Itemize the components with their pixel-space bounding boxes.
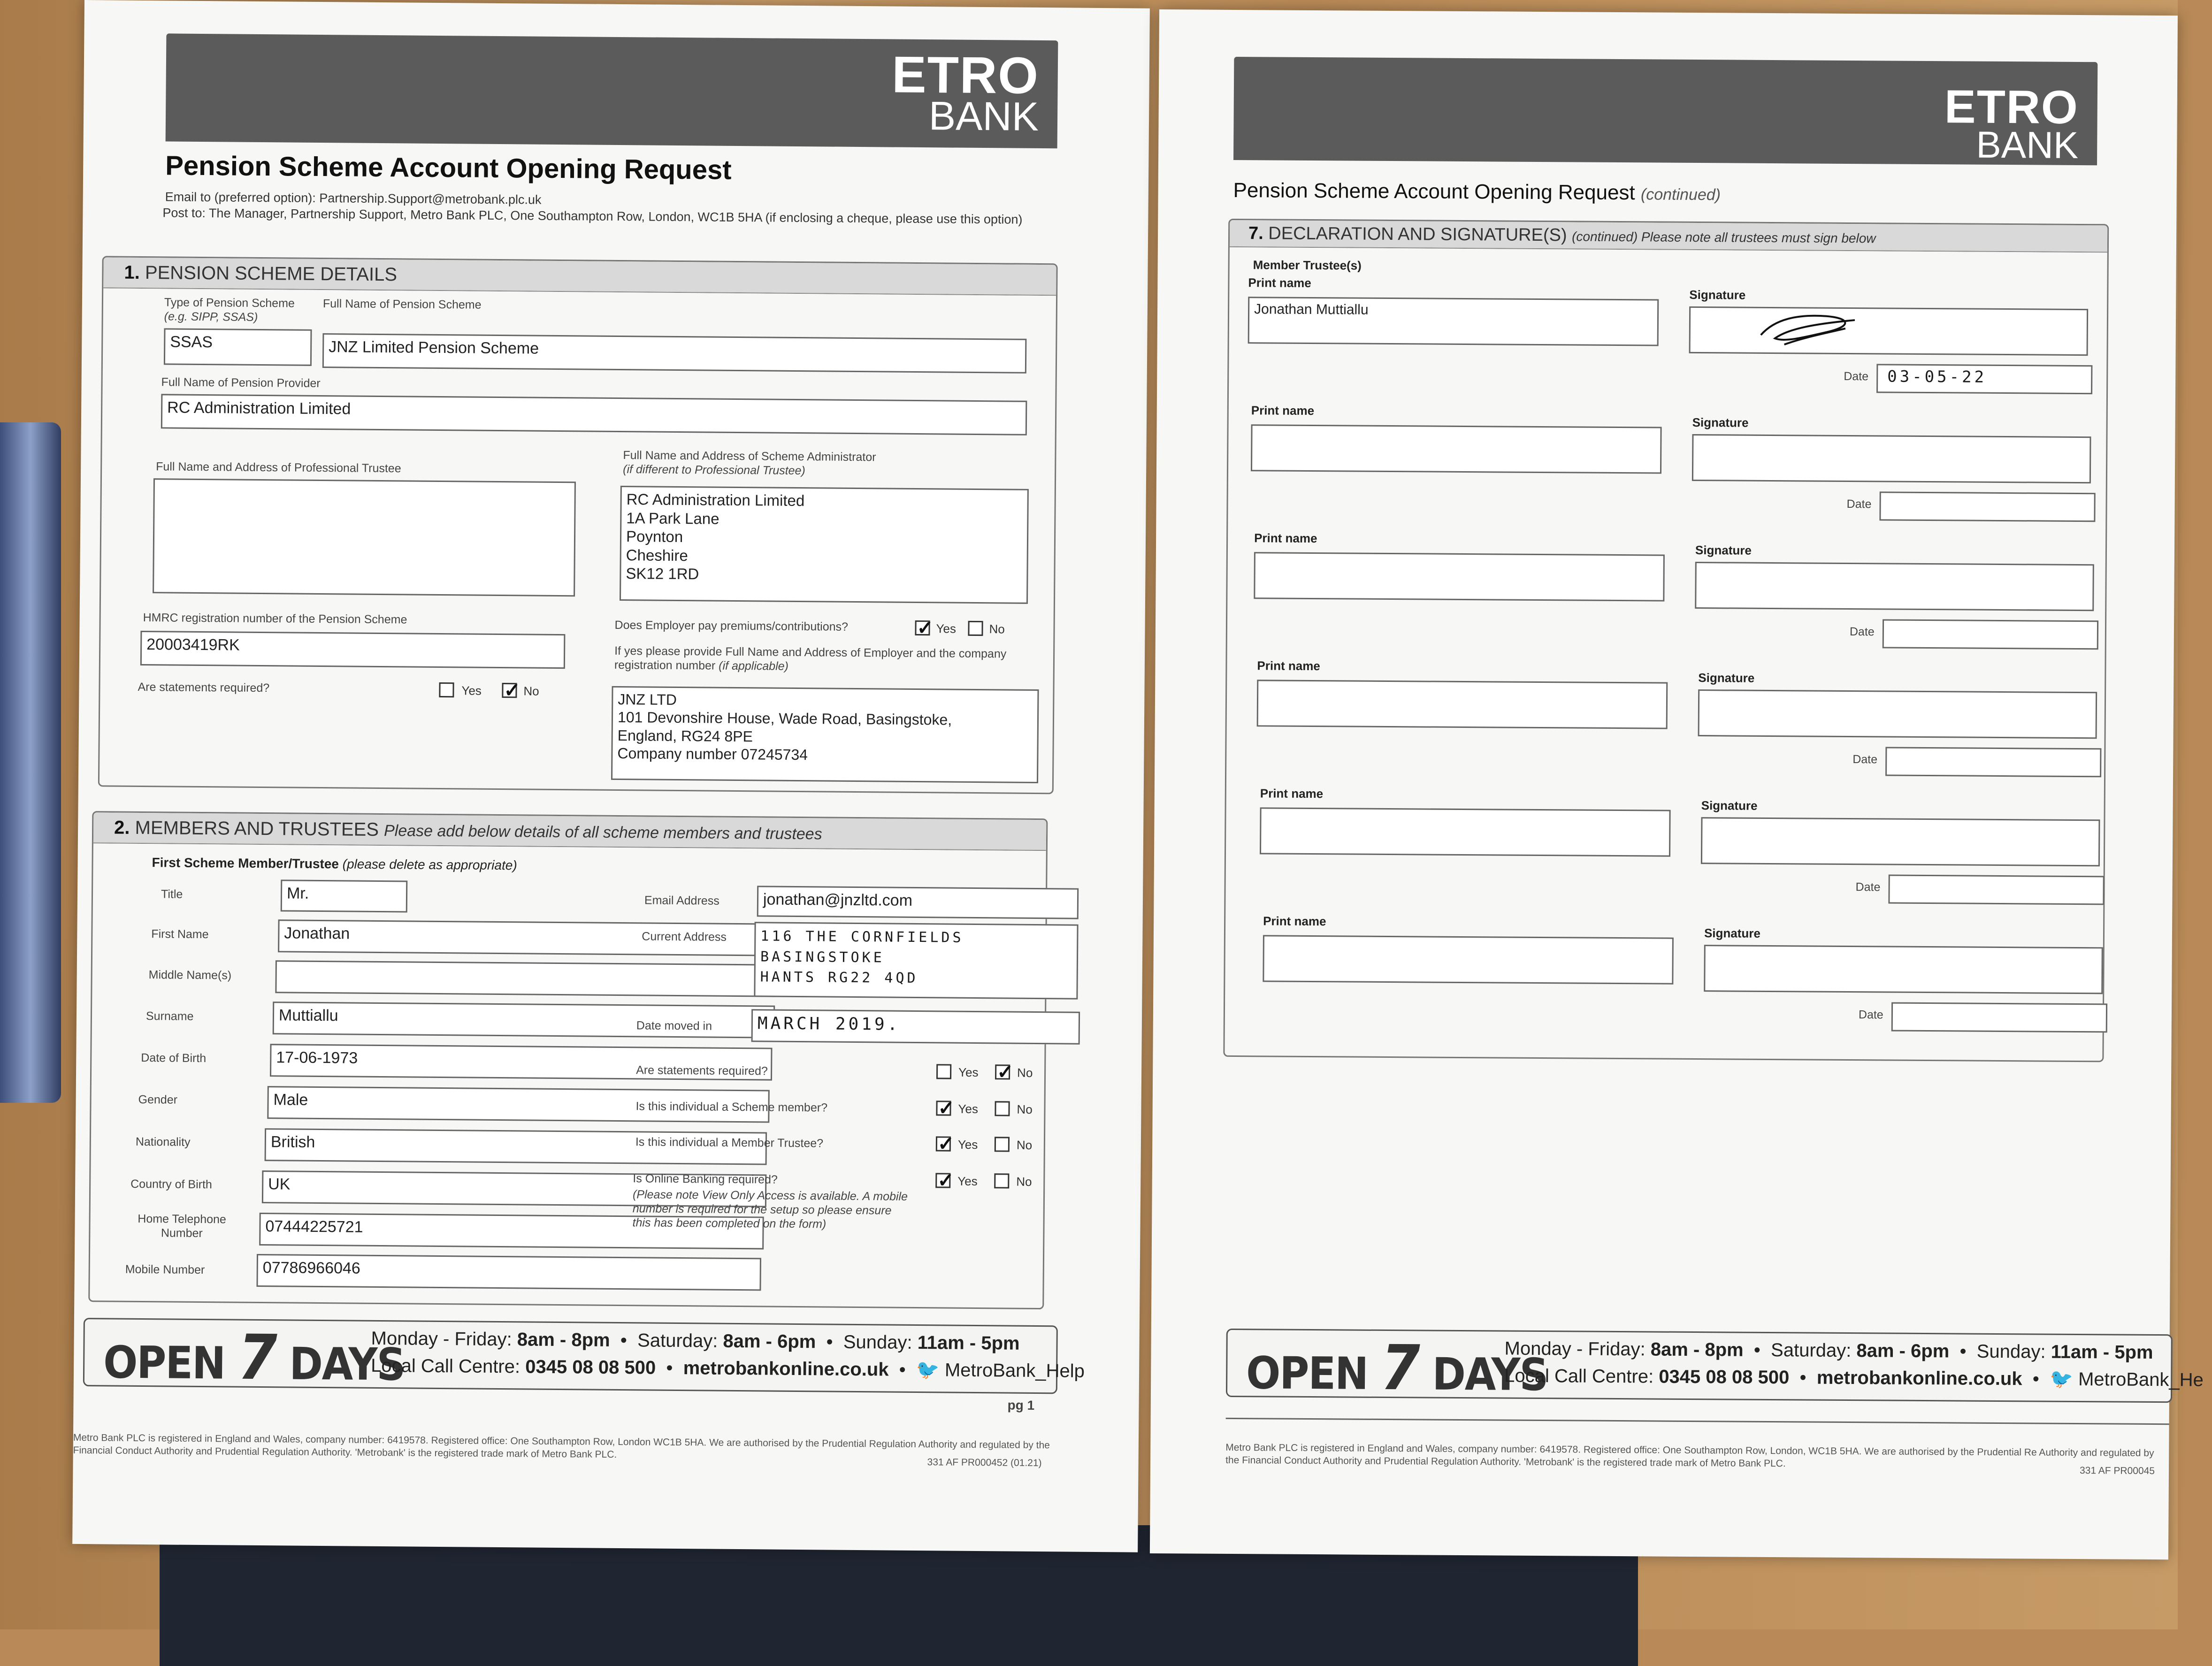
signature-label: Signature (1689, 287, 1746, 302)
date-moved-field[interactable]: MARCH 2019. (751, 1009, 1080, 1044)
provider-field[interactable]: RC Administration Limited (161, 394, 1027, 435)
middle-name-label: Middle Name(s) (148, 968, 232, 982)
nationality-label: Nationality (135, 1135, 191, 1149)
open-7-days-logo: OPEN 7 DAYS (103, 1322, 405, 1394)
signature-label: Signature (1704, 926, 1761, 940)
legal-notice: Metro Bank PLC is registered in England and Wales, company number: 6419578. Registered office: One Southampton Row, London WC1B 5HA. We are authorised by the Prudential Regulation Authority and regulated by the Financial Conduct Authority and Prudential Regulation Authority. 'Metrobank' is the registered trade mark of Metro Bank PLC. (73, 1432, 1050, 1460)
twitter-handle-2[interactable]: MetroBank_He (2078, 1369, 2204, 1391)
statements-no-label: No (523, 684, 539, 698)
print-name-label: Print name (1257, 658, 1320, 673)
scheme-type-label: Type of Pension Scheme (e.g. SIPP, SSAS) (164, 296, 295, 324)
date-field[interactable] (1888, 875, 2104, 905)
member-trustee-question: Is this individual a Member Trustee? (635, 1135, 824, 1150)
print-name-field[interactable]: Jonathan Muttiallu (1248, 297, 1659, 346)
opening-hours: Monday - Friday: 8am - 8pm • Saturday: 8am - 6pm • Sunday: 11am - 5pm (371, 1328, 1020, 1354)
email-instruction: Email to (preferred option): Partnership.Support@metrobank.plc.uk (165, 190, 542, 207)
legal-notice-2: Metro Bank PLC is registered in England and Wales, company number: 6419578. Registered office: One Southampton Row, London, WC1B 5HA. We are authorised by the Prudential Re Authority and regulated by the Financial Conduct Authority and Prudential Regulation Authority. 'Metrobank' is the registered trade mark of Metro Bank PLC. (1225, 1442, 2154, 1469)
section-2-header: 2. MEMBERS AND TRUSTEES Please add below details of all scheme members and trustees (93, 812, 1046, 851)
first-name-field[interactable]: Jonathan (278, 919, 776, 956)
member-trustees-subheading: Member Trustee(s) (1253, 258, 1362, 273)
post-instruction: Post to: The Manager, Partnership Support, Metro Bank PLC, One Southampton Row, London, WC1B 5HA (if enclosing a cheque, please use this option) (162, 206, 1023, 227)
date-field[interactable] (1879, 491, 2095, 522)
statements-yes-label: Yes (461, 683, 482, 698)
signature-field[interactable] (1701, 817, 2100, 866)
hmrc-label: HMRC registration number of the Pension Scheme (143, 611, 407, 627)
print-name-field[interactable] (1257, 680, 1668, 729)
header-banner (166, 33, 1058, 148)
member-statements-question: Are statements required? (636, 1063, 768, 1078)
date-label: Date (1844, 369, 1869, 383)
scheme-member-no-checkbox[interactable] (995, 1101, 1010, 1116)
signature-label: Signature (1698, 671, 1755, 685)
member-trustee-no-checkbox[interactable] (995, 1137, 1010, 1152)
home-telephone-field[interactable]: 07444225721 (259, 1213, 764, 1249)
print-name-label: Print name (1251, 403, 1315, 418)
opening-hours-box-2 (1226, 1329, 2204, 1405)
administrator-label: Full Name and Address of Scheme Administrator (if different to Professional Trustee) (623, 449, 876, 478)
date-field[interactable]: 03-05-22 (1876, 364, 2092, 394)
signature-label: Signature (1695, 543, 1752, 558)
hmrc-field[interactable]: 20003419RK (140, 631, 566, 669)
professional-trustee-label: Full Name and Address of Professional Trustee (156, 460, 401, 475)
bank-logo: ETRO BANK (891, 46, 1040, 139)
section-7-header: 7. DECLARATION AND SIGNATURE(S) (continued) Please note all trustees must sign below (1230, 220, 2107, 252)
nationality-field[interactable]: British (265, 1128, 767, 1165)
footer-divider (1226, 1418, 2169, 1425)
member-statements-yes-checkbox[interactable] (936, 1064, 951, 1079)
section-pension-scheme-details (98, 256, 1058, 794)
date-label: Date (1858, 1008, 1883, 1022)
signature-field[interactable] (1695, 562, 2094, 611)
mobile-field[interactable]: 07786966046 (256, 1254, 761, 1291)
date-label: Date (1855, 880, 1881, 894)
online-banking-question: Is Online Banking required? (633, 1172, 778, 1186)
date-field[interactable] (1885, 747, 2101, 777)
signature-field[interactable] (1692, 434, 2091, 483)
employer-pay-no-label: No (989, 622, 1005, 636)
signature-label: Signature (1701, 798, 1758, 813)
employer-details-label: If yes please provide Full Name and Address of Employer and the company registration number (if applicable) (614, 644, 1007, 673)
title-label: Title (161, 887, 183, 901)
print-name-field[interactable] (1260, 807, 1671, 856)
home-telephone-label: Home Telephone Number (138, 1212, 226, 1240)
scheme-member-question: Is this individual a Scheme member? (635, 1100, 828, 1115)
current-address-label: Current Address (642, 930, 727, 944)
scheme-name-field[interactable]: JNZ Limited Pension Scheme (322, 333, 1027, 374)
page-title-2: Pension Scheme Account Opening Request (continued) (1233, 178, 1721, 205)
section-declaration-signatures (1223, 219, 2109, 1062)
gender-label: Gender (138, 1093, 178, 1107)
scheme-member-yes-label: Yes (958, 1101, 979, 1116)
professional-trustee-field[interactable] (153, 478, 576, 596)
date-field[interactable] (1891, 1002, 2107, 1033)
print-name-label: Print name (1254, 531, 1317, 546)
country-of-birth-field[interactable]: UK (262, 1170, 767, 1207)
employer-pay-no-checkbox[interactable] (968, 621, 983, 636)
member-statements-no-checkbox[interactable] (995, 1064, 1010, 1079)
online-banking-no-checkbox[interactable] (994, 1173, 1009, 1188)
section-members-trustees (88, 811, 1048, 1309)
employer-pay-yes-label: Yes (936, 621, 957, 636)
dob-label: Date of Birth (141, 1051, 207, 1065)
print-name-label: Print name (1260, 786, 1324, 801)
handwritten-signature (1756, 309, 1860, 352)
email-field[interactable]: jonathan@jnzltd.com (757, 886, 1079, 919)
page-title: Pension Scheme Account Opening Request (165, 150, 732, 185)
online-banking-yes-checkbox[interactable] (935, 1173, 950, 1188)
bank-logo-2: ETRO BANK (1944, 80, 2079, 166)
date-label: Date (1852, 753, 1878, 766)
signature-field[interactable] (1704, 945, 2103, 994)
scheme-name-label: Full Name of Pension Scheme (322, 297, 482, 312)
opening-hours-box (83, 1318, 1085, 1394)
signature-field[interactable] (1698, 689, 2097, 739)
twitter-icon: 🐦 (916, 1360, 940, 1381)
scheme-type-field[interactable]: SSAS (164, 328, 312, 366)
surname-label: Surname (145, 1009, 194, 1023)
twitter-handle[interactable]: MetroBank_Help (944, 1360, 1085, 1382)
form-reference: 331 AF PR000452 (01.21) (927, 1457, 1042, 1469)
opening-hours-2: Monday - Friday: 8am - 8pm • Saturday: 8am - 6pm • Sunday: 11am - 5pm (1504, 1338, 2153, 1363)
background-book (0, 422, 61, 1103)
twitter-icon-2: 🐦 (2049, 1368, 2074, 1390)
member-trustee-no-label: No (1016, 1138, 1033, 1152)
print-name-field[interactable] (1263, 935, 1674, 984)
statements-question: Are statements required? (138, 680, 270, 695)
statements-yes-checkbox[interactable] (439, 682, 454, 697)
country-of-birth-label: Country of Birth (130, 1177, 212, 1192)
statements-no-checkbox[interactable] (502, 683, 517, 698)
header-banner-2 (1233, 57, 2097, 165)
online-banking-no-label: No (1016, 1174, 1032, 1189)
website-link[interactable]: metrobankonline.co.uk (683, 1358, 889, 1380)
page-number: pg 1 (1007, 1398, 1035, 1413)
dob-field[interactable]: 17-06-1973 (270, 1044, 773, 1080)
current-address-field[interactable]: 116 THE CORNFIELDS BASINGSTOKE HANTS RG22 4QD (754, 922, 1078, 999)
member-statements-yes-label: Yes (958, 1065, 979, 1080)
email-label: Email Address (644, 894, 719, 908)
date-field[interactable] (1883, 619, 2098, 650)
title-field[interactable]: Mr. (281, 879, 408, 912)
print-name-label: Print name (1248, 275, 1311, 290)
middle-name-field[interactable] (275, 960, 775, 997)
employer-details-field[interactable]: JNZ LTD 101 Devonshire House, Wade Road, Basingstoke, England, RG24 8PE Company number 07245734 (611, 686, 1039, 783)
date-label: Date (1846, 497, 1872, 511)
signature-label: Signature (1692, 415, 1749, 430)
surname-field[interactable]: Muttiallu (273, 1001, 775, 1038)
section-1-header: 1. PENSION SCHEME DETAILS (103, 257, 1056, 296)
mobile-label: Mobile Number (125, 1262, 205, 1277)
employer-pay-question: Does Employer pay premiums/contributions? (614, 618, 849, 634)
date-moved-label: Date moved in (636, 1019, 712, 1033)
open-7-days-logo-2: OPEN 7 DAYS (1246, 1332, 1548, 1405)
gender-field[interactable]: Male (267, 1086, 770, 1123)
member-trustee-yes-checkbox[interactable] (936, 1136, 951, 1151)
print-name-field[interactable] (1251, 424, 1662, 474)
member-trustee-yes-label: Yes (957, 1137, 978, 1152)
scheme-member-no-label: No (1017, 1102, 1033, 1116)
website-link-2[interactable]: metrobankonline.co.uk (1816, 1367, 2022, 1390)
administrator-field[interactable]: RC Administration Limited 1A Park Lane Poynton Cheshire SK12 1RD (620, 486, 1029, 604)
form-reference-2: 331 AF PR00045 (2079, 1465, 2155, 1477)
member-subheading: First Scheme Member/Trustee (please delete as appropriate) (152, 855, 517, 873)
signature-field[interactable] (1689, 306, 2089, 356)
form-page-1 (72, 0, 1150, 1552)
contact-line-2: Local Call Centre: 0345 08 08 500 • metrobankonline.co.uk • 🐦 MetroBank_He (1504, 1365, 2204, 1391)
online-banking-yes-label: Yes (957, 1174, 978, 1189)
print-name-label: Print name (1263, 914, 1326, 929)
contact-line: Local Call Centre: 0345 08 08 500 • metrobankonline.co.uk • 🐦 MetroBank_Help (370, 1355, 1085, 1382)
print-name-field[interactable] (1254, 552, 1665, 601)
employer-pay-yes-checkbox[interactable] (915, 620, 930, 635)
first-name-label: First Name (151, 927, 209, 941)
date-label: Date (1849, 625, 1875, 639)
member-statements-no-label: No (1017, 1065, 1033, 1080)
scheme-member-yes-checkbox[interactable] (936, 1100, 951, 1116)
online-banking-note: (Please note View Only Access is available. A mobile number is required for the setup so please ensure this has been completed on the form) (632, 1188, 908, 1231)
provider-label: Full Name of Pension Provider (161, 375, 321, 390)
form-page-2 (1150, 9, 2204, 1559)
